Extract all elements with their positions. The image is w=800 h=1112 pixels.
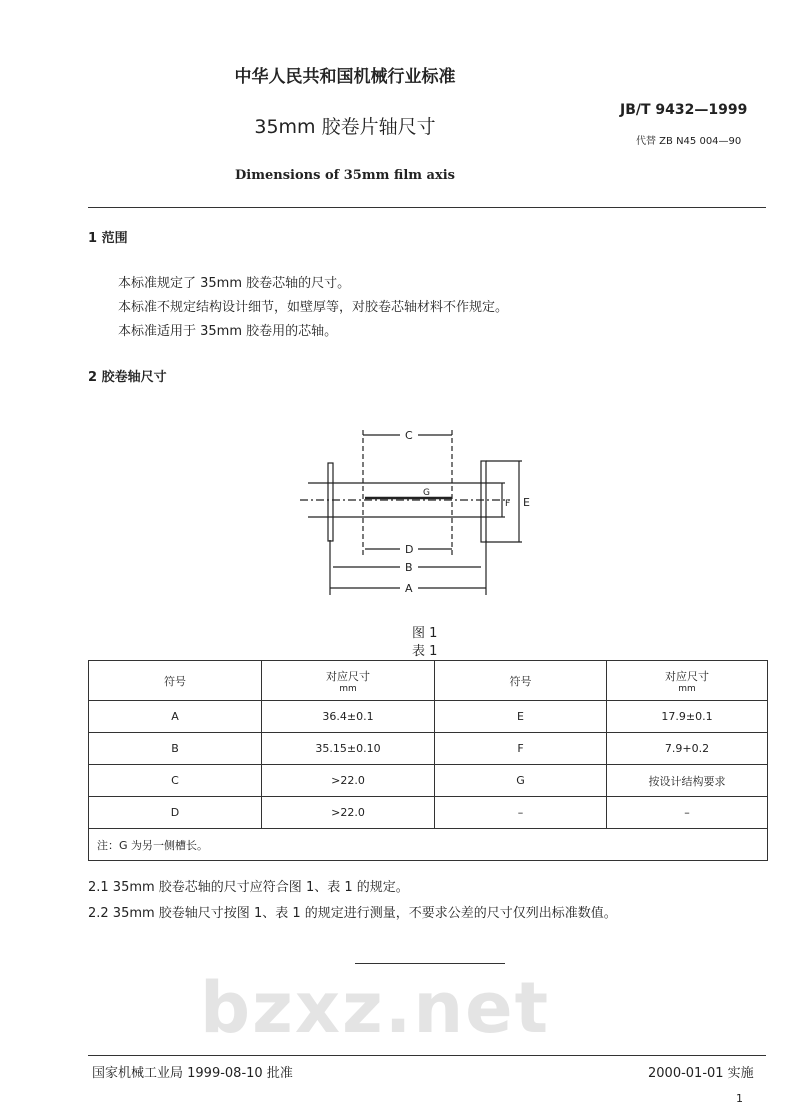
header-cell — [607, 661, 768, 701]
table-row — [89, 765, 768, 797]
table-row — [89, 733, 768, 765]
figure-caption: 图 1 — [412, 626, 438, 641]
table-note: 注：G 为另一侧槽长。 — [89, 829, 768, 861]
issuing-body: 中华人民共和国机械行业标准 — [234, 67, 456, 87]
cell: 按设计结构要求 — [607, 765, 768, 797]
header-unit: mm — [339, 683, 357, 694]
cell: A — [89, 701, 262, 733]
replaces-code: 代替 ZB N45 004—90 — [636, 136, 742, 147]
dim-label-g: G — [423, 488, 430, 498]
cell: 35.15±0.10 — [262, 733, 435, 765]
header-unit: mm — [678, 683, 696, 694]
cell: 17.9±0.1 — [607, 701, 768, 733]
section-1-heading: 1 范围 — [88, 231, 128, 246]
paragraph: 本标准不规定结构设计细节，如壁厚等，对胶卷芯轴材料不作规定。 — [118, 300, 509, 315]
section-2-heading: 2 胶卷轴尺寸 — [88, 370, 167, 385]
dim-label-e: E — [523, 496, 530, 509]
header-label: 对应尺寸 — [326, 669, 370, 683]
cell: >22.0 — [262, 797, 435, 829]
page-number: 1 — [736, 1092, 743, 1105]
approval-info: 国家机械工业局 1999-08-10 批准 — [92, 1066, 293, 1081]
dimensions-table — [88, 660, 768, 861]
cell: E — [435, 701, 607, 733]
cell: C — [89, 765, 262, 797]
english-title: Dimensions of 35mm film axis — [235, 168, 455, 183]
paragraph: 本标准适用于 35mm 胶卷用的芯轴。 — [118, 324, 338, 339]
footer-divider — [88, 1055, 766, 1056]
cell: 36.4±0.1 — [262, 701, 435, 733]
end-line — [355, 963, 505, 964]
header-cell — [262, 661, 435, 701]
left-flange — [328, 463, 333, 541]
header-cell: 符号 — [435, 661, 607, 701]
right-flange — [481, 461, 486, 542]
cell: B — [89, 733, 262, 765]
table-row — [89, 797, 768, 829]
dim-label-b: B — [405, 561, 413, 574]
cell: G — [435, 765, 607, 797]
paragraph: 本标准规定了 35mm 胶卷芯轴的尺寸。 — [118, 276, 351, 291]
header-label: 对应尺寸 — [665, 669, 709, 683]
table-row — [89, 701, 768, 733]
cell: 7.9+0.2 — [607, 733, 768, 765]
cell: – — [435, 797, 607, 829]
table-header-row — [89, 661, 768, 701]
table-note-row — [89, 829, 768, 861]
effective-date: 2000-01-01 实施 — [648, 1066, 754, 1081]
dim-label-a: A — [405, 582, 413, 595]
header-cell: 符号 — [89, 661, 262, 701]
cell: – — [607, 797, 768, 829]
clause-2-1: 2.1 35mm 胶卷芯轴的尺寸应符合图 1、表 1 的规定。 — [88, 880, 409, 895]
cell: >22.0 — [262, 765, 435, 797]
standard-code: JB/T 9432—1999 — [620, 102, 748, 118]
table-caption: 表 1 — [412, 644, 438, 659]
dim-label-c: C — [405, 429, 413, 442]
cell: F — [435, 733, 607, 765]
watermark: bzxz.net — [200, 967, 551, 1049]
clause-2-2: 2.2 35mm 胶卷轴尺寸按图 1、表 1 的规定进行测量，不要求公差的尺寸仅列出标准数值。 — [88, 906, 617, 921]
dim-label-f: F — [505, 499, 511, 509]
document-title: 35mm 胶卷片轴尺寸 — [254, 116, 436, 138]
cell: D — [89, 797, 262, 829]
dim-label-d: D — [405, 543, 414, 556]
